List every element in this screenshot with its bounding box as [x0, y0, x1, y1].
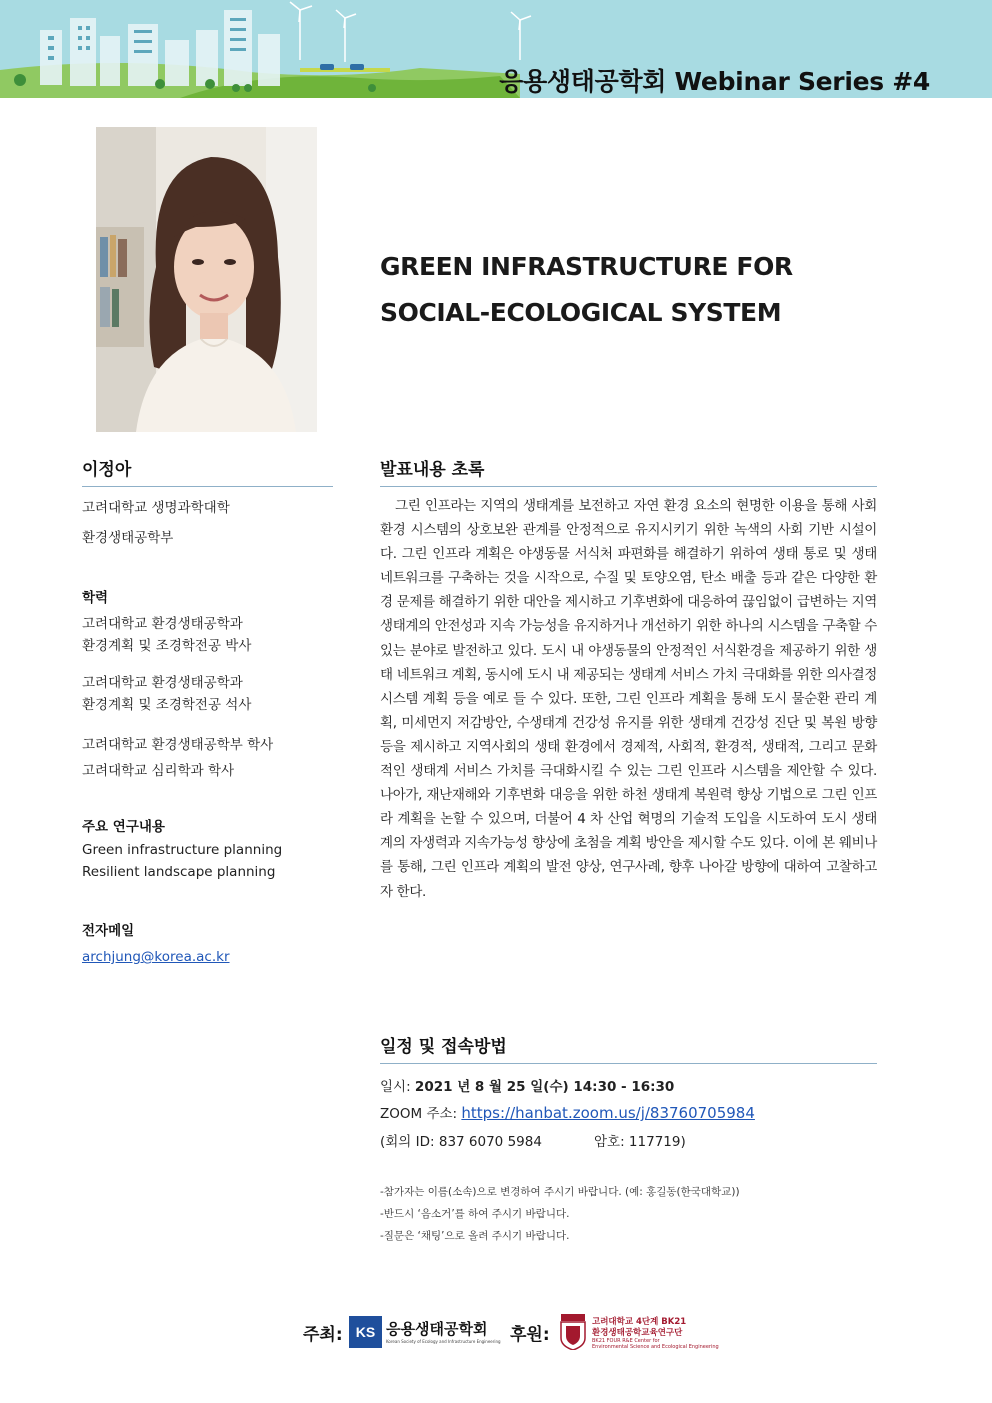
research-item: Resilient landscape planning — [82, 864, 276, 880]
talk-title-line2: SOCIAL-ECOLOGICAL SYSTEM — [380, 298, 782, 327]
email-link[interactable]: archjung@korea.ac.kr — [82, 949, 230, 965]
speaker-name: 이정아 — [82, 455, 333, 487]
header-banner — [0, 0, 992, 98]
email-heading: 전자메일 — [82, 923, 135, 939]
sponsor-label: 후원: — [510, 1325, 550, 1345]
note-item: -반드시 ‘음소거’를 하여 주시기 바랍니다. — [380, 1208, 570, 1220]
education-item: 고려대학교 환경생태공학과 — [82, 616, 243, 632]
date-label: 일시: — [380, 1079, 415, 1095]
host-label: 주최: — [303, 1325, 343, 1345]
header-title: 응용생태공학회 Webinar Series #4 — [499, 67, 930, 96]
sponsor-line3: BK21 FOUR R&E Center for — [592, 1338, 660, 1344]
education-item: 고려대학교 환경생태공학부 학사 — [82, 737, 274, 753]
zoom-label: ZOOM 주소: — [380, 1106, 462, 1122]
zoom-link[interactable]: https://hanbat.zoom.us/j/83760705984 — [461, 1104, 755, 1122]
host-name: 응용생태공학회 — [386, 1320, 488, 1338]
host-sub: Korean Society of Ecology and Infrastructure Engineering — [386, 1339, 501, 1344]
research-heading: 주요 연구내용 — [82, 819, 165, 835]
date-line — [380, 1075, 674, 1095]
host-logo — [349, 1316, 382, 1348]
sponsor-line2: 환경생태공학교육연구단 — [592, 1328, 683, 1338]
affiliation-line1: 고려대학교 생명과학대학 — [82, 500, 230, 516]
sponsor-line4: Environmental Science and Ecological Engineering — [592, 1344, 719, 1350]
education-item: 고려대학교 심리학과 학사 — [82, 763, 235, 779]
note-item: -질문은 ‘채팅’으로 올려 주시기 바랍니다. — [380, 1230, 570, 1242]
zoom-line — [380, 1102, 755, 1122]
education-heading: 학력 — [82, 590, 109, 606]
education-item: 고려대학교 환경생태공학과 — [82, 675, 243, 691]
speaker-photo — [96, 127, 317, 432]
research-item: Green infrastructure planning — [82, 842, 283, 858]
talk-title-line1: GREEN INFRASTRUCTURE FOR — [380, 252, 793, 281]
abstract-heading: 발표내용 초록 — [380, 455, 877, 487]
date-value: 2021 년 8 월 25 일(수) 14:30 - 16:30 — [414, 1079, 675, 1095]
sponsor-crest — [560, 1314, 586, 1350]
abstract-text: 그린 인프라는 지역의 생태계를 보전하고 자연 환경 요소의 현명한 이용을 통해 사회 환경 시스템의 상호보완 관계를 안정적으로 유지시키기 위한 녹색의 사회 기반 시설이다. 그린 인프라 계획은 야생동물 서식처 파편화를 해결하기 위하여 생태 통로 및 생태 네트워크를 구축하는 것을 시작으로, 수질 및 토양오염, 탄소 배출 등과 같은 다양한 환경 문제를 해결하기 위한 대안을 제시하고 기후변화에 대응하여 끊임없이 급변하는 지역 생태계의 안전성과 지속 가능성을 유지하거나 개선하기 위한 하나의 시스템을 구축할 수 있는 분야로 발전하고 있다. 도시 내 야생동물의 안정적인 서식환경을 제공하기 위한 생태 네트워크 계획, 동시에 도시 내 제공되는 생태계 서비스 가치 극대화를 위한 의사결정 시스템 계획 등을 예로 들 수 있다. 또한, 그린 인프라 계획을 통해 도시 물순환 관리 계획, 미세먼지 저감방안, 수생태계 건강성 유지를 위한 생태계 건강성 진단 및 복원 방향 등을 제시하고 지역사회의 생태 환경에서 경제적, 사회적, 환경적, 생태적, 그리고 문화적인 생태계 서비스 가치를 극대화시킬 수 있는 그린 인프라 시스템을 제안할 수 있다. 나아가, 재난재해와 기후변화 대응을 위한 하천 생태계 복원력 향상 기법으로 그린 인프라 계획을 논할 수 있으며, 더불어 4 차 산업 혁명의 기술적 도입을 시도하여 도시 생태계의 자생력과 지속가능성 향상에 초첨을 계획 방안을 제시할 수도 있다. 이에 본 웨비나를 통해, 그린 인프라 계획의 발전 양상, 연구사례, 향후 나아갈 방향에 대하여 고찰하고자 한다. — [380, 498, 877, 900]
affiliation-line2: 환경생태공학부 — [82, 530, 174, 546]
education-item: 환경계획 및 조경학전공 박사 — [82, 638, 252, 654]
schedule-heading: 일정 및 접속방법 — [380, 1032, 877, 1064]
talk-title — [380, 244, 880, 336]
note-item: -참가자는 이름(소속)으로 변경하여 주시기 바랍니다. (예: 홍길동(한국대학교)) — [380, 1186, 740, 1198]
sponsor-line1: 고려대학교 4단계 BK21 — [592, 1317, 687, 1327]
education-item: 환경계획 및 조경학전공 석사 — [82, 697, 252, 713]
meeting-id: (회의 ID: 837 6070 5984 — [380, 1134, 542, 1150]
passcode: 암호: 117719) — [594, 1134, 686, 1150]
host-logo-text: KS — [355, 1324, 376, 1340]
